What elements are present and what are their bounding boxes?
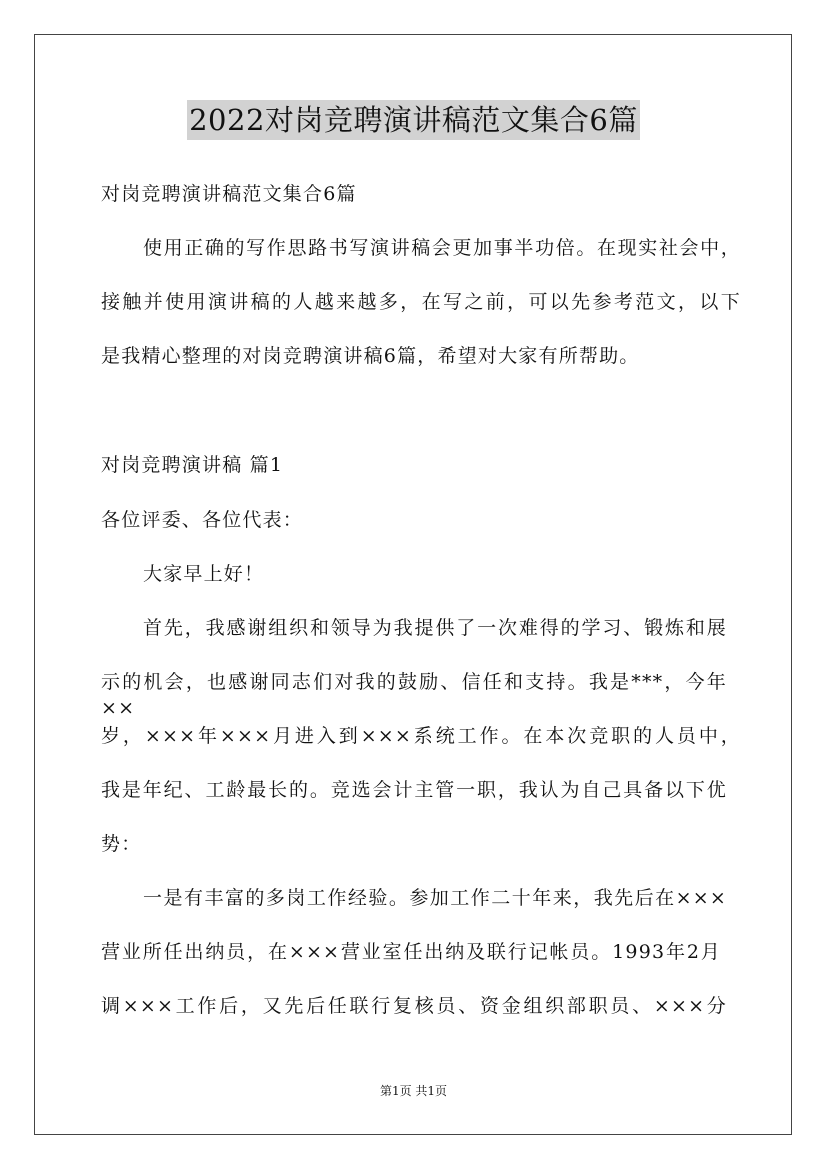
paragraph-line: 是我精心整理的对岗竞聘演讲稿6篇，希望对大家有所帮助。 (101, 345, 640, 367)
paragraph-line: 调×××工作后，又先后任联行复核员、资金组织部职员、×××分 (101, 995, 727, 1017)
paragraph-line: 我是年纪、工龄最长的。竞选会计主管一职，我认为自己具备以下优 (101, 779, 727, 801)
subtitle: 对岗竞聘演讲稿范文集合6篇 (101, 183, 357, 205)
paragraph-line: 一是有丰富的多岗工作经验。参加工作二十年来，我先后在××× (143, 887, 727, 909)
paragraph-line: 首先，我感谢组织和领导为我提供了一次难得的学习、锻炼和展 (143, 617, 727, 639)
paragraph-line: 使用正确的写作思路书写演讲稿会更加事半功倍。在现实社会中， (143, 237, 741, 259)
paragraph-line: 营业所任出纳员，在×××营业室任出纳及联行记帐员。1993年2月 (101, 941, 721, 963)
paragraph-line: 示的机会，也感谢同志们对我的鼓励、信任和支持。我是***，今年×× (101, 671, 727, 719)
greeting: 大家早上好！ (143, 563, 265, 585)
paragraph-line: 势： (101, 833, 142, 855)
title-container (0, 100, 827, 140)
page-footer: 第1页 共1页 (379, 1084, 448, 1098)
document-title: 2022对岗竞聘演讲稿范文集合6篇 (187, 100, 640, 140)
section-heading: 对岗竞聘演讲稿 篇1 (101, 454, 284, 476)
paragraph-line: 岁，×××年×××月进入到×××系统工作。在本次竞职的人员中， (101, 725, 741, 747)
salutation: 各位评委、各位代表： (101, 509, 304, 531)
paragraph-line: 接触并使用演讲稿的人越来越多，在写之前，可以先参考范文，以下 (101, 291, 741, 313)
